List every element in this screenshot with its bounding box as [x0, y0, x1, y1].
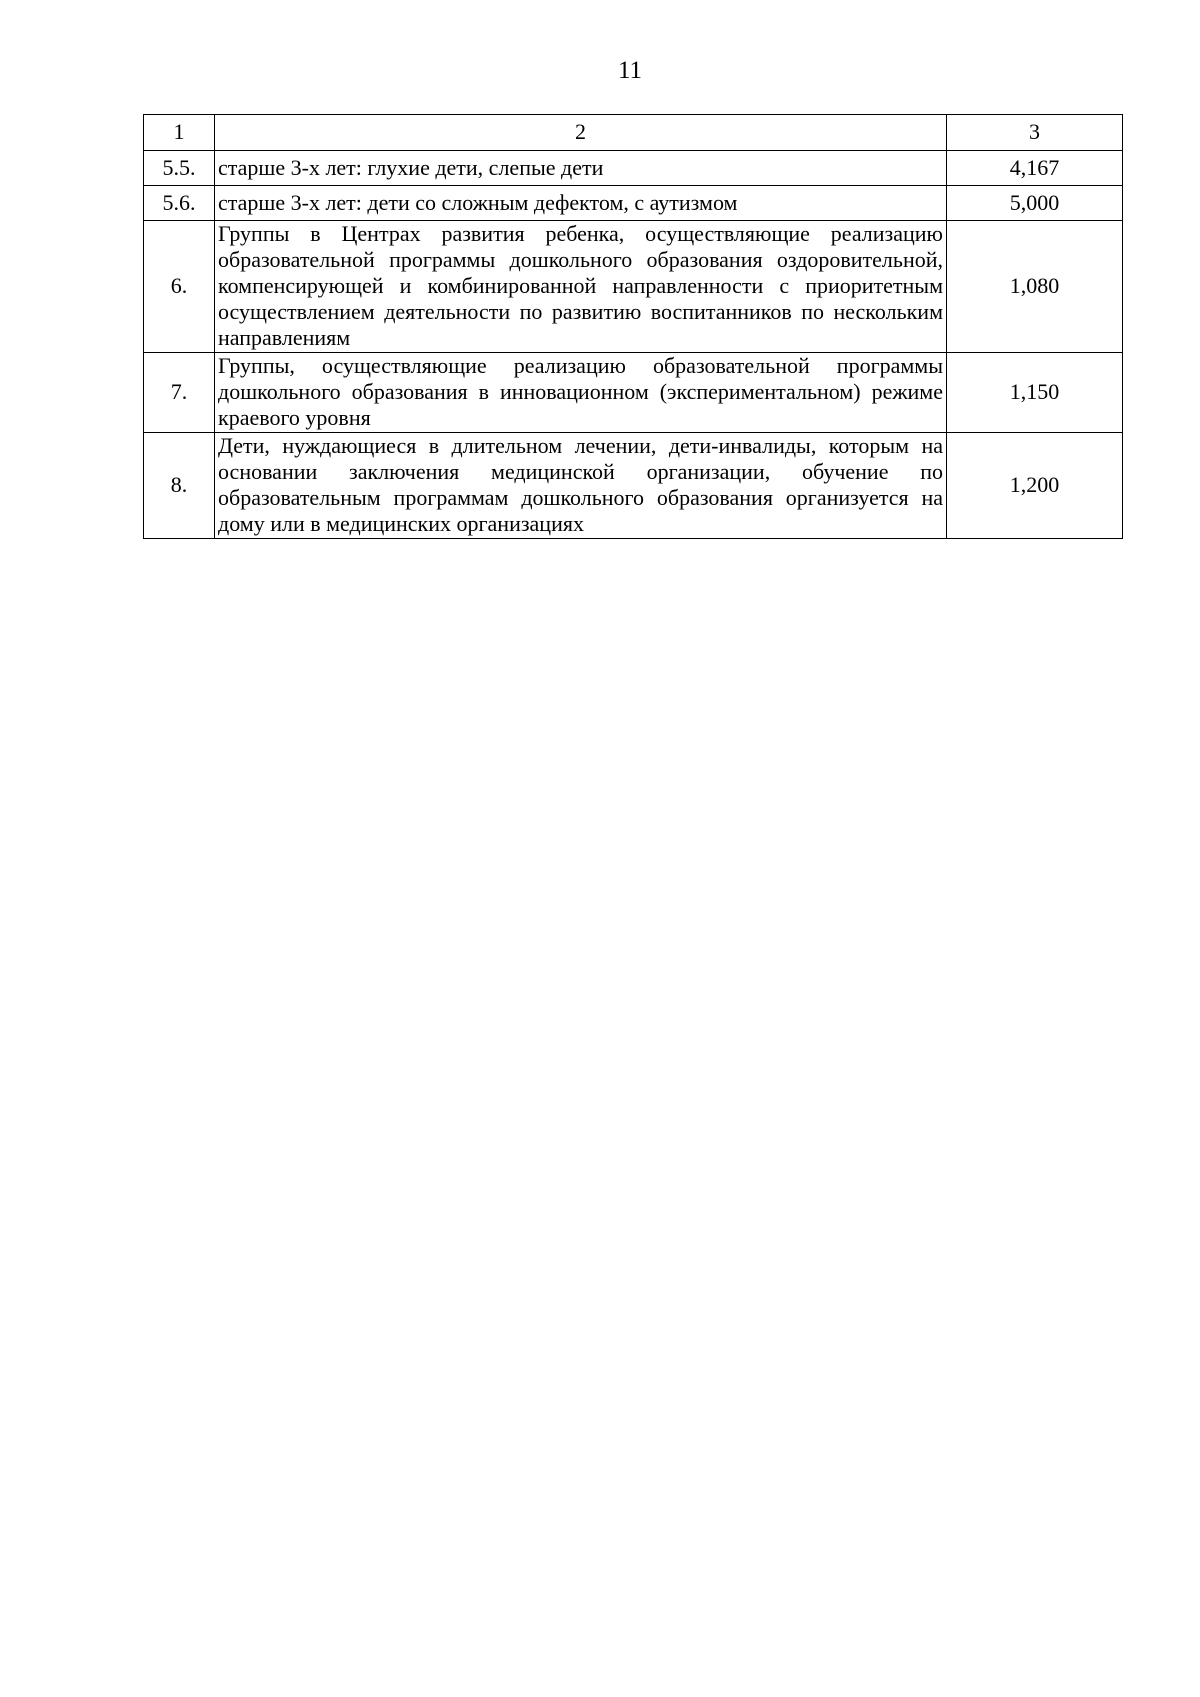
row-description: Группы, осуществляющие реализацию образовательной программы дошкольного образования в инновационном (экспериментальном) режиме краевого уровня [215, 353, 947, 433]
row-number: 5.6. [144, 186, 215, 221]
row-number: 5.5. [144, 151, 215, 186]
coefficients-table [143, 114, 1123, 539]
row-description: Дети, нуждающиеся в длительном лечении, дети-инвалиды, которым на основании заключения медицинской организации, обучение по образовательным программам дошкольного образования организуется на дому или в медицинских организациях [215, 433, 947, 539]
table-row [144, 353, 1123, 433]
row-value: 5,000 [947, 186, 1123, 221]
header-col-1: 1 [144, 115, 215, 151]
page-number: 11 [617, 57, 643, 84]
row-description: старше 3-х лет: дети со сложным дефектом, с аутизмом [215, 186, 947, 221]
row-description: старше 3-х лет: глухие дети, слепые дети [215, 151, 947, 186]
row-number: 8. [144, 433, 215, 539]
table-row [144, 433, 1123, 539]
table-header-row [144, 115, 1123, 151]
header-col-3: 3 [947, 115, 1123, 151]
row-value: 1,080 [947, 221, 1123, 353]
row-value: 1,200 [947, 433, 1123, 539]
row-value: 1,150 [947, 353, 1123, 433]
row-description: Группы в Центрах развития ребенка, осуществляющие реализацию образовательной программы дошкольного образования оздоровительной, компенсирующей и комбинированной направленности с приоритетным осуществлением деятельности по развитию воспитанников по нескольким направлениям [215, 221, 947, 353]
row-number: 6. [144, 221, 215, 353]
table-row [144, 221, 1123, 353]
table-row [144, 151, 1123, 186]
row-number: 7. [144, 353, 215, 433]
row-value: 4,167 [947, 151, 1123, 186]
header-col-2: 2 [215, 115, 947, 151]
table-row [144, 186, 1123, 221]
